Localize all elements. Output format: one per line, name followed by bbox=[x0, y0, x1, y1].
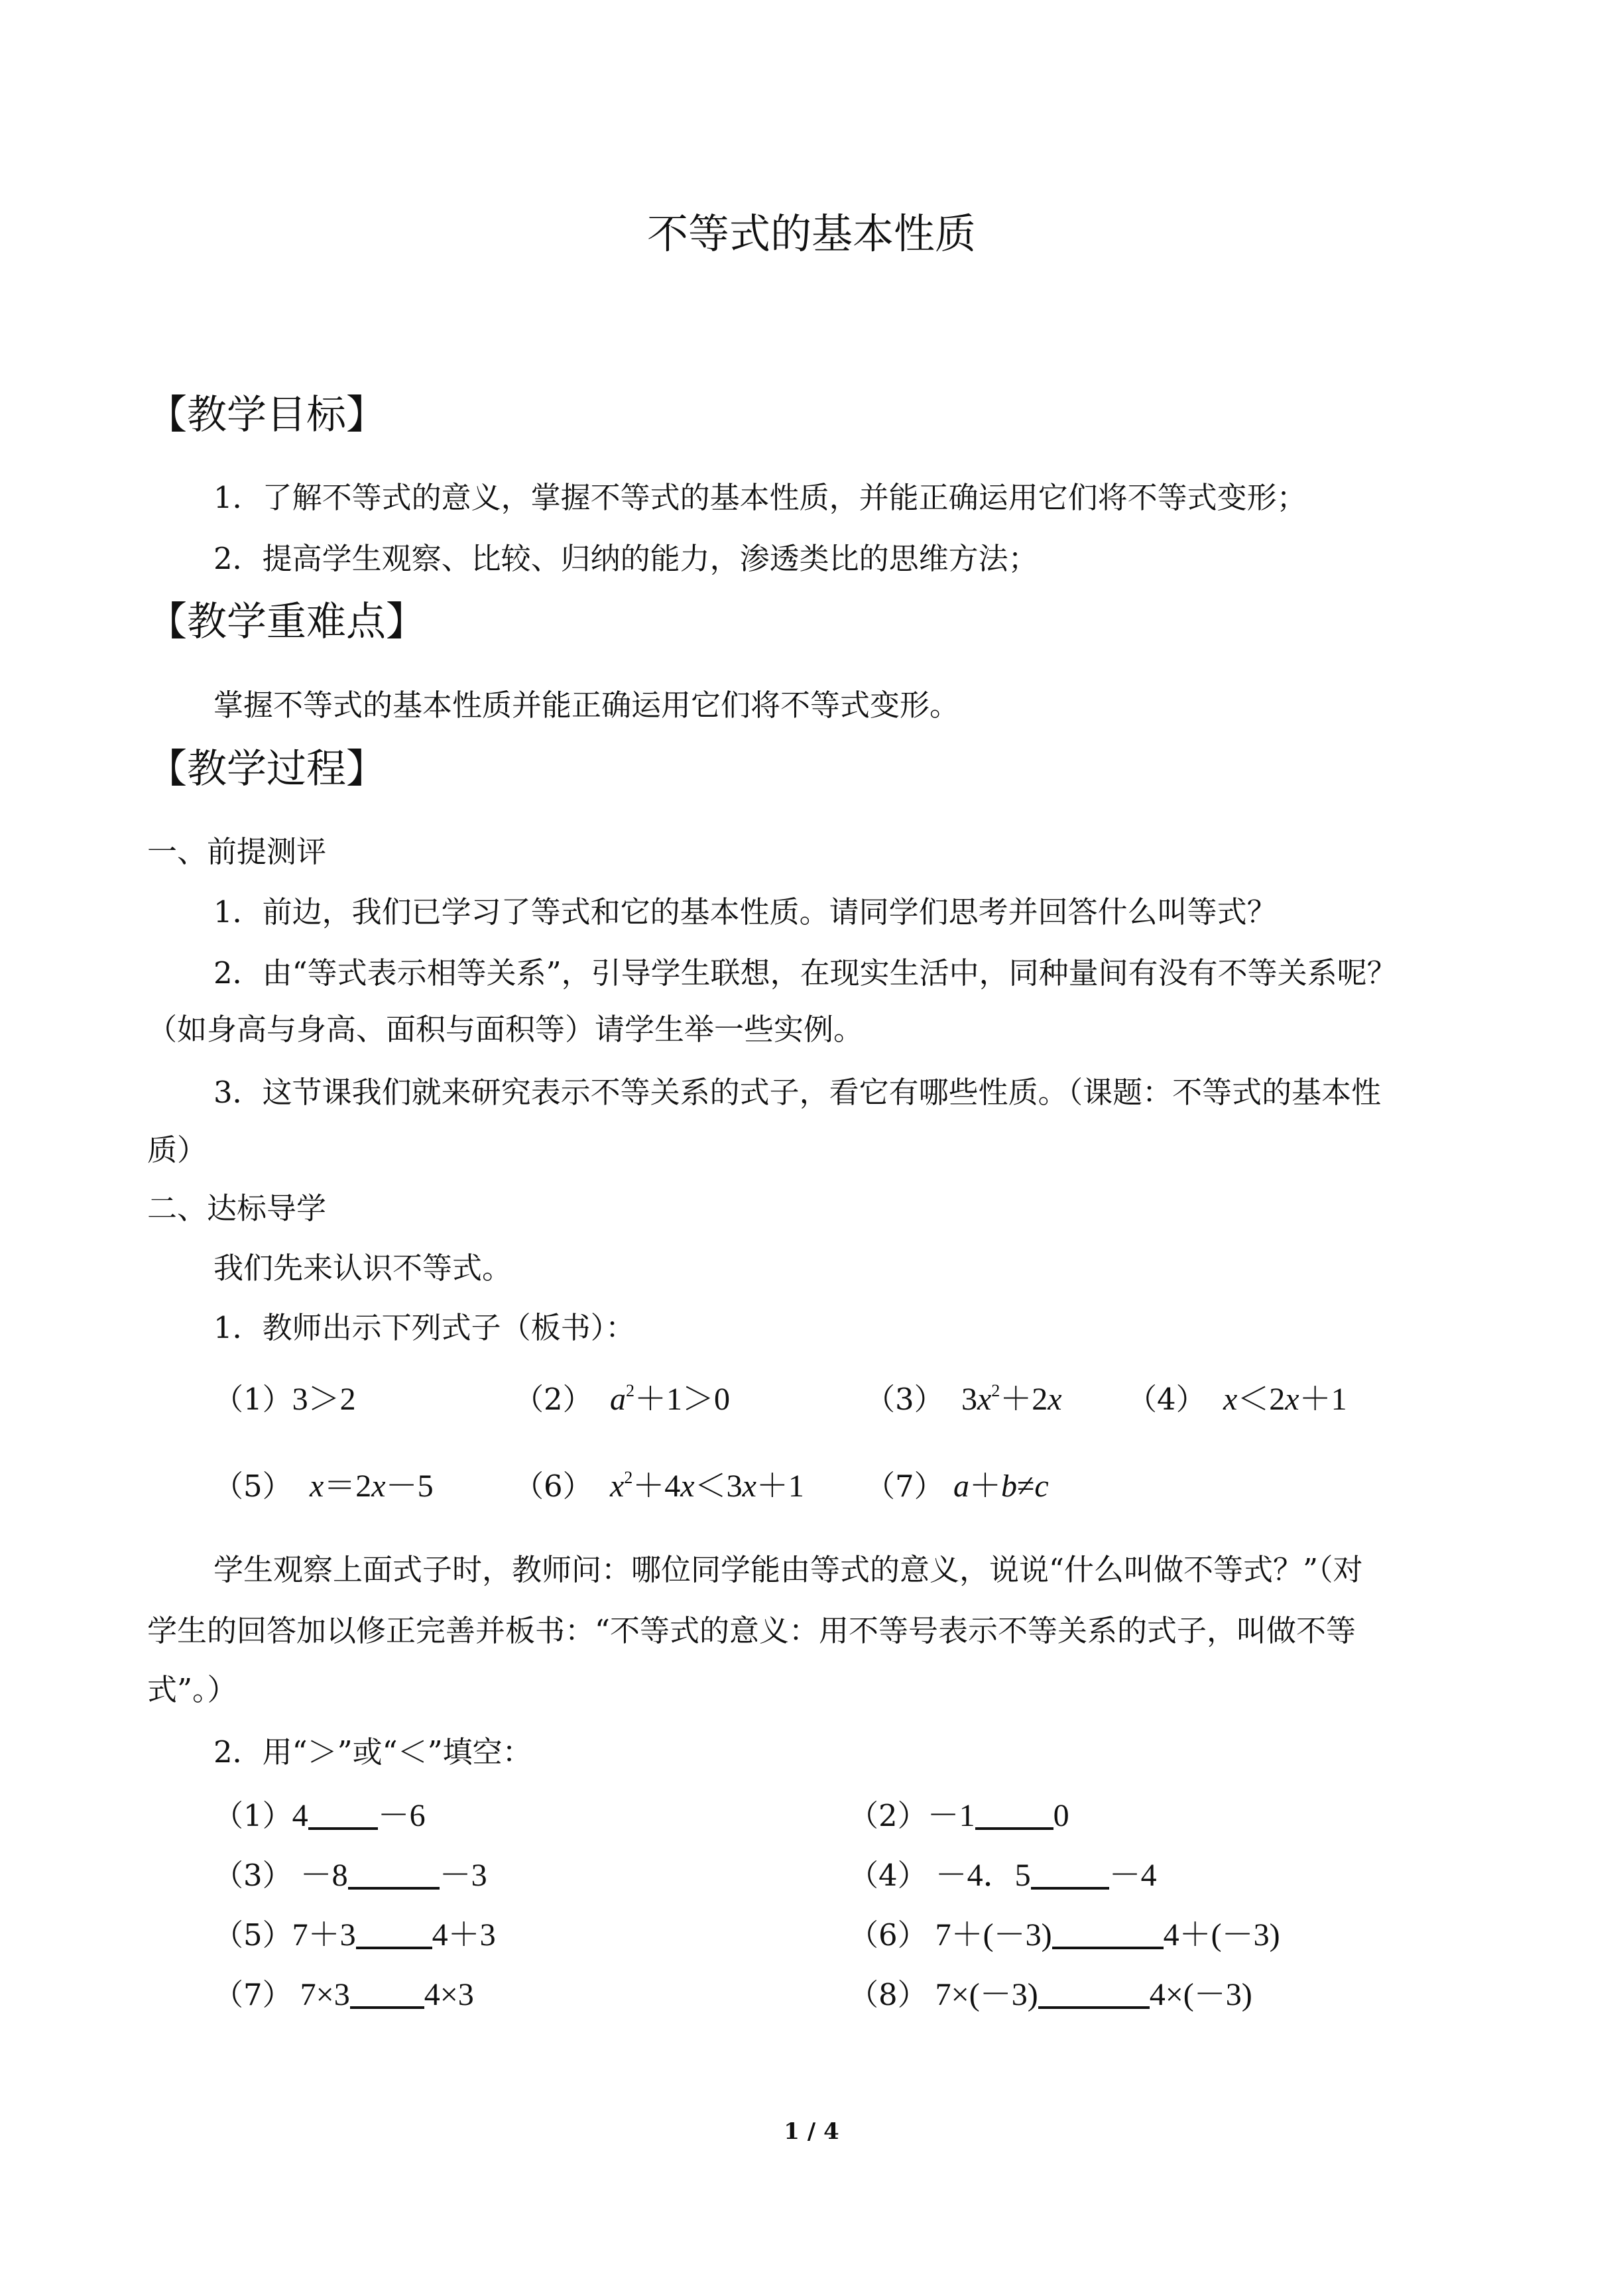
part1-p3-line2: 质） bbox=[147, 1132, 208, 1168]
part1-p2-line1: 2．由“等式表示相等关系”，引导学生联想，在现实生活中，同种量间有没有不等关系呢？ bbox=[213, 955, 1397, 991]
expression-4: （4） x＜2x＋1 bbox=[1127, 1382, 1347, 1417]
page-number: 1 / 4 bbox=[784, 2118, 839, 2145]
expression-3: （3） $3x^2+2x$ bbox=[865, 1381, 1062, 1417]
part2-intro: 我们先来认识不等式。 bbox=[213, 1250, 512, 1286]
key-points-text: 掌握不等式的基本性质并能正确运用它们将不等式变形。 bbox=[213, 688, 960, 723]
part1-p3-line1: 3．这节课我们就来研究表示不等关系的式子，看它有哪些性质。（课题：不等式的基本性 bbox=[213, 1075, 1382, 1110]
fill-item-3: （3） －8 －3 bbox=[213, 1858, 487, 1893]
part1-p1: 1．前边，我们已学习了等式和它的基本性质。请同学们思考并回答什么叫等式？ bbox=[213, 894, 1277, 930]
part2-title: 二、达标导学 bbox=[147, 1191, 327, 1226]
part1-p2-line2: （如身高与身高、面积与面积等）请学生举一些实例。 bbox=[147, 1012, 864, 1047]
fill-item-7: （7） 7×3 4×3 bbox=[213, 1977, 474, 2012]
expression-6: （6） $x^2+4x<3x+1$ bbox=[514, 1468, 804, 1504]
answer-blank[interactable] bbox=[356, 1917, 432, 1949]
objective-item-1: 1．了解不等式的意义，掌握不等式的基本性质，并能正确运用它们将不等式变形； bbox=[213, 480, 1307, 515]
answer-blank[interactable] bbox=[975, 1798, 1053, 1830]
fill-item-1: （1）4 －6 bbox=[213, 1798, 426, 1833]
fill-item-5: （5）7＋3 4＋3 bbox=[213, 1917, 496, 1953]
part2-q1: 1．教师出示下列式子（板书）： bbox=[213, 1310, 636, 1345]
objective-item-2: 2．提高学生观察、比较、归纳的能力，渗透类比的思维方法； bbox=[213, 541, 1038, 576]
fill-item-6: （6） 7＋(－3) 4＋(－3) bbox=[849, 1917, 1280, 1953]
answer-blank[interactable] bbox=[350, 1977, 424, 2009]
fill-item-2: （2）－1 0 bbox=[849, 1798, 1069, 1833]
heading-process: 【教学过程】 bbox=[147, 746, 386, 792]
part1-title: 一、前提测评 bbox=[147, 834, 327, 869]
answer-blank[interactable] bbox=[348, 1858, 440, 1890]
discussion-line-3: 式”。） bbox=[147, 1672, 237, 1707]
expression-7: （7） a＋b≠c bbox=[865, 1469, 1049, 1504]
page-title: 不等式的基本性质 bbox=[646, 210, 976, 258]
fill-item-8: （8） 7×(－3) 4×(－3) bbox=[849, 1977, 1252, 2012]
discussion-line-2: 学生的回答加以修正完善并板书：“不等式的意义：用不等号表示不等关系的式子，叫做不等 bbox=[147, 1613, 1356, 1648]
expression-2: （2） $a^2+1>0$ bbox=[514, 1381, 730, 1417]
answer-blank[interactable] bbox=[1038, 1977, 1150, 2009]
heading-key-points: 【教学重难点】 bbox=[147, 599, 426, 645]
part2-q2: 2．用“＞”或“＜”填空： bbox=[213, 1734, 532, 1770]
expression-1: （1）3＞2 bbox=[213, 1382, 356, 1417]
discussion-line-1: 学生观察上面式子时，教师问：哪位同学能由等式的意义，说说“什么叫做不等式？”（对 bbox=[213, 1552, 1363, 1587]
fill-item-4: （4） －4．5 －4 bbox=[849, 1858, 1157, 1893]
answer-blank[interactable] bbox=[1052, 1917, 1164, 1949]
answer-blank[interactable] bbox=[308, 1798, 378, 1830]
answer-blank[interactable] bbox=[1031, 1858, 1109, 1890]
heading-objectives: 【教学目标】 bbox=[147, 392, 386, 438]
expression-5: （5） x＝2x－5 bbox=[213, 1469, 434, 1504]
